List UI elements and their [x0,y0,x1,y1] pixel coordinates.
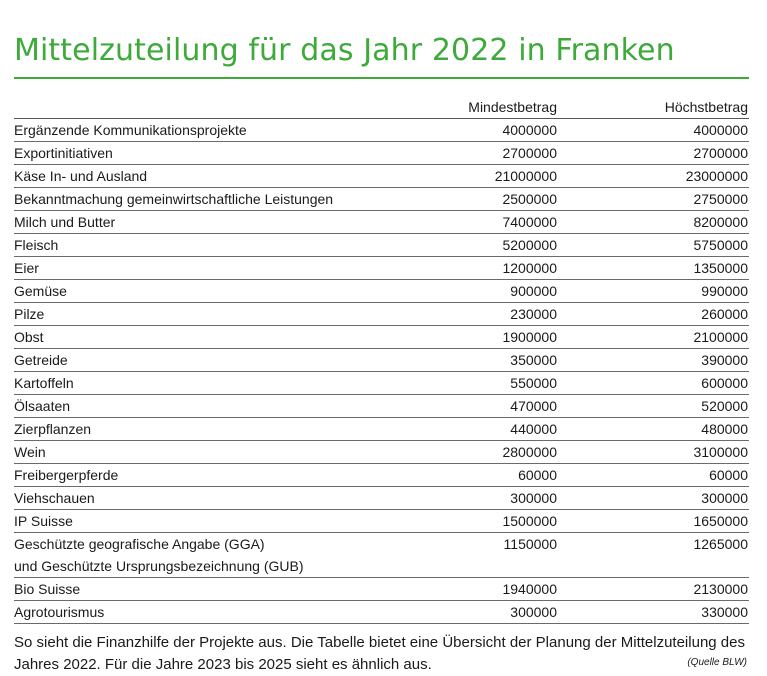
row-label-text: Viehschauen [14,490,95,506]
row-label [14,165,434,188]
row-max-value: 2100000 [558,326,749,349]
row-max-value: 2130000 [558,578,749,601]
row-label-text: Gemüse [14,283,67,299]
row-min-value: 1500000 [434,510,558,533]
row-label [14,326,434,349]
table-row [14,533,749,578]
table-row [14,349,749,372]
row-max-value: 330000 [558,601,749,624]
row-max-value: 390000 [558,349,749,372]
table-row [14,418,749,441]
row-label [14,464,434,487]
row-label-text: Ergänzende Kommunikationsprojekte [14,122,247,138]
row-min-value: 550000 [434,372,558,395]
row-min-value: 2500000 [434,188,558,211]
row-max-value: 600000 [558,372,749,395]
row-label [14,533,434,578]
table-row [14,119,749,142]
row-label [14,510,434,533]
row-min-value: 470000 [434,395,558,418]
header-min-column: Mindestbetrag [434,97,558,119]
row-label-text: Ölsaaten [14,398,71,414]
table-row [14,395,749,418]
row-label [14,418,434,441]
row-label [14,441,434,464]
row-label [14,303,434,326]
row-label [14,119,434,142]
row-label-text: Getreide [14,352,68,368]
row-label-text: Bekanntmachung gemeinwirtschaftliche Leistungen [14,191,334,207]
row-label [14,395,434,418]
table-row [14,441,749,464]
row-label [14,234,434,257]
row-label-text: Bio Suisse [14,581,81,597]
row-label-text: Milch und Butter [14,214,116,230]
table-row [14,280,749,303]
row-min-value: 1150000 [434,533,558,578]
row-label [14,601,434,624]
row-max-value: 23000000 [558,165,749,188]
row-label [14,142,434,165]
row-label-text: Kartoffeln [14,375,74,391]
table-row [14,303,749,326]
table-row [14,211,749,234]
row-label-text: IP Suisse [14,513,73,529]
row-max-value: 990000 [558,280,749,303]
row-min-value: 2800000 [434,441,558,464]
caption [14,632,749,676]
row-min-value: 4000000 [434,119,558,142]
row-max-value: 520000 [558,395,749,418]
row-max-value: 2750000 [558,188,749,211]
row-min-value: 1900000 [434,326,558,349]
row-label-text: Agrotourismus [14,604,105,620]
table-row [14,188,749,211]
table-row [14,326,749,349]
row-label-text: Exportinitiativen [14,145,113,161]
row-max-value: 60000 [558,464,749,487]
table-row [14,257,749,280]
row-label-text: Wein [14,444,46,460]
allocation-table [14,97,749,624]
page-title: Mittelzuteilung für das Jahr 2022 in Franken [14,33,675,68]
row-label-text: Zierpflanzen [14,421,92,437]
row-min-value: 5200000 [434,234,558,257]
row-max-value: 1350000 [558,257,749,280]
row-label-text: Obst [14,329,44,345]
row-label-text: Fleisch [14,237,59,253]
row-min-value: 300000 [434,601,558,624]
table-row [14,142,749,165]
row-max-value: 2700000 [558,142,749,165]
row-min-value: 1940000 [434,578,558,601]
row-min-value: 60000 [434,464,558,487]
row-max-value: 8200000 [558,211,749,234]
row-min-value: 350000 [434,349,558,372]
table-row [14,372,749,395]
caption-text: So sieht die Finanzhilfe der Projekte aus. Die Tabelle bietet eine Übersicht der Planung der Mittelzuteilung des Jahres 2022. Für die Jahre 2023 bis 2025 sieht es ähnlich aus. [14,634,745,673]
row-label [14,487,434,510]
row-min-value: 7400000 [434,211,558,234]
document-page [14,0,749,676]
row-max-value: 260000 [558,303,749,326]
row-label [14,578,434,601]
row-min-value: 1200000 [434,257,558,280]
table-body [14,119,749,624]
row-label [14,257,434,280]
row-min-value: 900000 [434,280,558,303]
header-max-column: Höchstbetrag [558,97,749,119]
row-min-value: 2700000 [434,142,558,165]
row-label-text-line2: und Geschützte Ursprungsbezeichnung (GUB) [14,558,304,574]
row-min-value: 300000 [434,487,558,510]
row-max-value: 480000 [558,418,749,441]
row-min-value: 440000 [434,418,558,441]
row-label [14,349,434,372]
source-note: (Quelle BLW) [687,657,747,668]
table-header-row [14,97,749,119]
row-label-text: Freibergerpferde [14,467,119,483]
row-max-value: 300000 [558,487,749,510]
title-divider [14,77,749,79]
table-row [14,464,749,487]
table-row [14,601,749,624]
table-row [14,234,749,257]
row-label-text: Eier [14,260,39,276]
row-max-value: 3100000 [558,441,749,464]
row-label [14,372,434,395]
row-label-text: Geschützte geografische Angabe (GGA) [14,536,265,552]
row-max-value: 5750000 [558,234,749,257]
row-max-value: 1265000 [558,533,749,578]
row-max-value: 4000000 [558,119,749,142]
header-label-column [14,97,434,119]
row-label-text: Pilze [14,306,45,322]
row-min-value: 230000 [434,303,558,326]
table-row [14,510,749,533]
table-row [14,578,749,601]
table-row [14,165,749,188]
row-max-value: 1650000 [558,510,749,533]
row-label-text: Käse In- und Ausland [14,168,148,184]
row-label [14,211,434,234]
row-min-value: 21000000 [434,165,558,188]
row-label [14,280,434,303]
table-row [14,487,749,510]
row-label [14,188,434,211]
